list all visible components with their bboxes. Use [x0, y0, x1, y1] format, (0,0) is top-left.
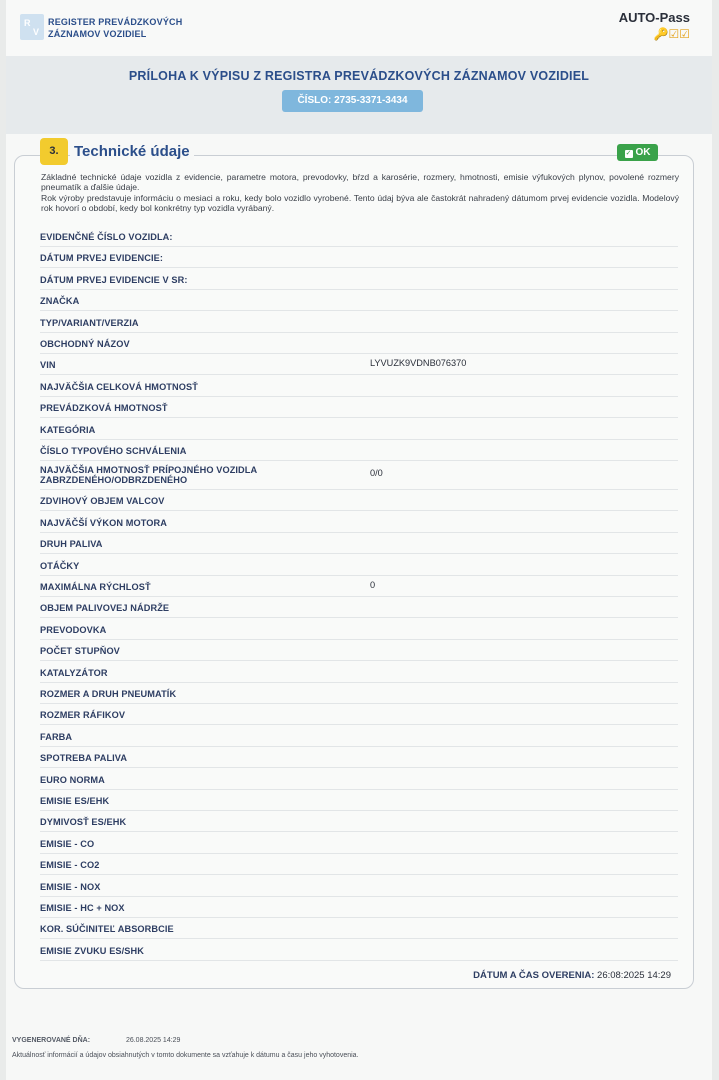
row-label: EVIDENČNÉ ČÍSLO VOZIDLA:: [40, 231, 173, 242]
row-label: MAXIMÁLNA RÝCHLOSŤ: [40, 581, 151, 592]
row-label: ROZMER RÁFIKOV: [40, 710, 126, 721]
generated-label: VYGENEROVANÉ DŇA:: [12, 1037, 91, 1044]
registry-logo-icon: R V: [20, 14, 44, 40]
table-row: [40, 853, 678, 875]
row-label: OBJEM PALIVOVEJ NÁDRŽE: [40, 603, 170, 614]
row-value: 0/0: [370, 468, 383, 478]
table-row: [40, 639, 678, 661]
table-row: [40, 660, 678, 682]
page-title: PRÍLOHA K VÝPISU Z REGISTRA PREVÁDZKOVÝCH ZÁZNAMOV VOZIDIEL: [128, 69, 590, 83]
table-row: [40, 532, 678, 554]
table-row: [40, 374, 678, 396]
row-label: EMISIE - NOX: [40, 881, 101, 892]
row-label: VIN: [40, 360, 56, 371]
generated-info: [12, 1037, 180, 1044]
document-number-badge: ČÍSLO: 2735-3371-3434: [282, 90, 423, 112]
table-row: [40, 353, 678, 375]
table-row: [40, 789, 678, 811]
row-label: NAJVÄČŠIA CELKOVÁ HMOTNOSŤ: [40, 381, 198, 392]
row-label: NAJVÄČŠÍ VÝKON MOTORA: [40, 517, 167, 528]
row-label: TYP/VARIANT/VERZIA: [40, 317, 139, 328]
row-label: ČÍSLO TYPOVÉHO SCHVÁLENIA: [40, 445, 187, 456]
table-row: [40, 489, 678, 511]
table-row: [40, 767, 678, 789]
row-label: PREVÁDZKOVÁ HMOTNOSŤ: [40, 403, 168, 414]
table-row: [40, 746, 678, 768]
table-row: [40, 510, 678, 532]
intro-paragraph-1: Základné technické údaje vozidla z evidencie, parametre motora, prevodovky, bŕzd a karosérie, rozmery, hmotnosti, emisie výfukových plynov, povolené rozmery pneumatík a ďalšie údaje.: [41, 172, 679, 193]
status-badge-label: OK: [635, 147, 651, 158]
table-row: [40, 225, 678, 247]
table-row: [40, 575, 678, 597]
status-badge: [617, 144, 658, 161]
row-label: POČET STUPŇOV: [40, 646, 120, 657]
row-label: ROZMER A DRUH PNEUMATÍK: [40, 688, 177, 699]
row-label: ZNAČKA: [40, 296, 80, 307]
table-row: [40, 724, 678, 746]
verification-label: DÁTUM A ČAS OVERENIA:: [473, 970, 595, 981]
section-intro: [41, 172, 679, 214]
registry-logo-text: [48, 16, 182, 40]
table-row: [40, 810, 678, 832]
footer-note: Aktuálnosť informácií a údajov obsiahnutých v tomto dokumente sa vzťahuje k dátumu a času jeho vyhotovenia.: [12, 1052, 359, 1059]
row-label: KOR. SÚČINITEĽ ABSORBCIE: [40, 924, 174, 935]
autopass-name: AUTO-Pass: [618, 10, 690, 25]
check-icon: ✓: [625, 150, 632, 157]
section-number: 3.: [40, 138, 68, 165]
row-label: ZDVIHOVÝ OBJEM VALCOV: [40, 496, 165, 507]
row-label: DRUH PALIVA: [40, 539, 103, 550]
row-label: EMISIE - HC + NOX: [40, 902, 125, 913]
table-row: [40, 617, 678, 639]
row-label: FARBA: [40, 731, 73, 742]
row-label: DÁTUM PRVEJ EVIDENCIE V SR:: [40, 274, 188, 285]
table-row: [40, 310, 678, 332]
row-label: NAJVÄČŠIA HMOTNOSŤ PRÍPOJNÉHO VOZIDLA ZABRZDENÉHO/ODBRZDENÉHO: [40, 465, 257, 485]
table-row: [40, 596, 678, 618]
table-row: [40, 332, 678, 354]
intro-paragraph-2: Rok výroby predstavuje informáciu o mesiaci a roku, kedy bolo vozidlo vyrobené. Tento údaj býva ale častokrát nahradený dátumom prvej evidencie vozidla. Modelový rok hovorí o období, kedy bol konkrétny typ vozidla vyrábaný.: [41, 192, 679, 214]
row-label: DÁTUM PRVEJ EVIDENCIE:: [40, 253, 164, 264]
row-label: KATEGÓRIA: [40, 424, 96, 435]
top-bar: [6, 0, 712, 56]
table-row: [40, 246, 678, 268]
document-page: [6, 0, 712, 1080]
row-value: 0: [370, 579, 376, 590]
autopass-brand: [619, 10, 690, 41]
verification-value: 26:08:2025 14:29: [597, 970, 671, 981]
row-label: EMISIE - CO2: [40, 860, 100, 871]
section-title: Technické údaje: [70, 143, 194, 160]
table-row: [40, 831, 678, 853]
table-row: [40, 553, 678, 575]
table-row: [40, 874, 678, 896]
table-row: [40, 439, 678, 461]
row-label: EURO NORMA: [40, 774, 105, 785]
autopass-logo-icon: 🔑☑☑: [653, 27, 690, 41]
generated-value: 26.08.2025 14:29: [125, 1037, 181, 1044]
registry-logo-line2: ZÁZNAMOV VOZIDIEL: [48, 29, 147, 39]
row-label: OTÁČKY: [40, 560, 80, 571]
row-label: EMISIE ES/EHK: [40, 795, 110, 806]
table-row: [40, 289, 678, 311]
row-label: OBCHODNÝ NÁZOV: [40, 338, 130, 349]
table-row: [40, 896, 678, 918]
row-label: EMISIE - CO: [40, 838, 95, 849]
verification-datetime: [473, 970, 671, 981]
row-label: PREVODOVKA: [40, 624, 107, 635]
table-row: [40, 682, 678, 704]
row-label: SPOTREBA PALIVA: [40, 753, 128, 764]
row-value: LYVUZK9VDNB076370: [370, 358, 467, 369]
table-row: [40, 703, 678, 725]
row-label: KATALYZÁTOR: [40, 667, 108, 678]
row-label: EMISIE ZVUKU ES/SHK: [40, 945, 144, 956]
table-row: [40, 938, 678, 960]
table-row: [40, 267, 678, 289]
registry-logo-line1: REGISTER PREVÁDZKOVÝCH: [48, 17, 183, 27]
table-row: [40, 396, 678, 418]
table-row: [40, 417, 678, 439]
table-row: [40, 460, 678, 490]
row-label: DYMIVOSŤ ES/EHK: [40, 817, 127, 828]
table-row: [40, 917, 678, 939]
